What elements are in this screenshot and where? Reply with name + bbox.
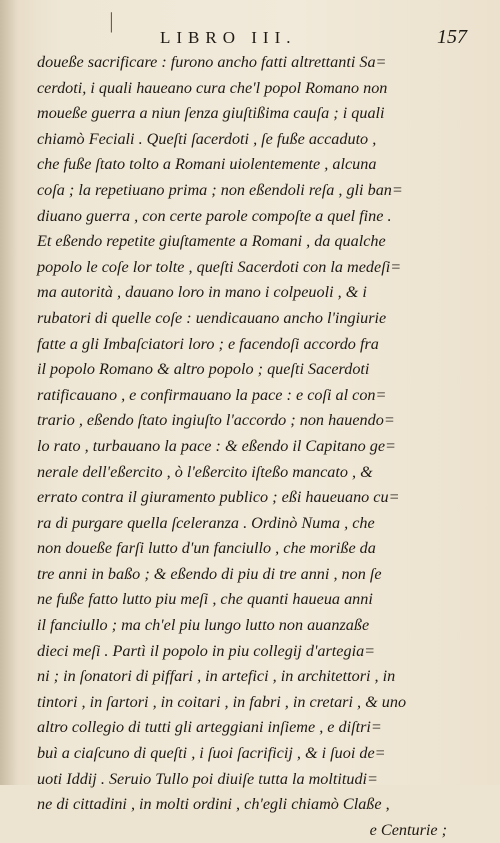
catchword-line: e Centurie ;	[369, 820, 447, 839]
text-line: lo rato , turbauano la pace : & eßendo il Capitano ge=	[37, 436, 396, 455]
text-line: Et eßendo repetite giuſtamente a Romani , da qualche	[37, 232, 386, 251]
text-line: altro collegio di tutti gli arteggiani inſieme , e diſtri=	[37, 718, 382, 737]
text-line: ni ; in ſonatori di piffari , in artefici , in architettori , in	[37, 667, 396, 686]
text-line: coſa ; la repetiuano prima ; non eßendoli reſa , gli ban=	[37, 180, 403, 199]
text-line: non doueße farſi lutto d'un fanciullo , che moriße da	[37, 539, 376, 558]
text-line: buì a ciaſcuno di queſti , i ſuoi ſacrificij , & i ſuoi de=	[37, 744, 386, 763]
text-line: che fuße ſtato tolto a Romani uiolentemente , alcuna	[37, 155, 377, 174]
text-line: il fanciullo ; ma ch'el piu lungo lutto non auanzaße	[37, 616, 370, 635]
running-head: LIBRO III.	[160, 28, 297, 47]
text-line: tre anni in baßo ; & eßendo di piu di tre anni , non ſe	[37, 564, 382, 583]
text-line: doueße sacrificare : furono ancho fatti altrettanti Sa=	[37, 53, 387, 71]
text-line: cerdoti, i quali haueano cura che'l popol Romano non	[37, 78, 388, 97]
text-line: chiamò Feciali . Queſti ſacerdoti , ſe fuße accaduto ,	[37, 129, 377, 148]
text-line: dieci meſi . Partì il popolo in piu collegij d'artegia=	[37, 641, 376, 660]
text-line: ra di purgare quella ſceleranza . Ordinò Numa , che	[37, 513, 375, 532]
text-line: ne di cittadini , in molti ordini , ch'egli chiamò Claße ,	[37, 795, 390, 814]
text-line: moueße guerra a niun ſenza giuſtißima cauſa ; i quali	[37, 104, 385, 123]
text-line: il popolo Romano & altro popolo ; queſti Sacerdoti	[37, 360, 370, 379]
text-line: rubatori di quelle coſe : uendicauano ancho l'ingiurie	[37, 308, 387, 327]
page-mark: |	[108, 8, 115, 33]
text-line: nerale dell'eßercito , ò l'eßercito iſteßo mancato , &	[37, 462, 373, 481]
text-line: fatte a gli Imbaſciatori loro ; e facendoſi accordo fra	[37, 334, 379, 353]
text-line: ne fuße fatto lutto piu meſi , che quanti haueua anni	[37, 590, 373, 609]
body-text	[37, 50, 447, 843]
text-line: trario , eßendo ſtato ingiuſto l'accordo ; non hauendo=	[37, 411, 395, 430]
text-line: tintori , in ſartori , in coitari , in fabri , in cretari , & uno	[37, 692, 407, 711]
text-line: popolo le coſe lor tolte , queſti Sacerdoti con la medeſi=	[37, 257, 402, 276]
page-number: 157	[437, 26, 467, 48]
text-line: ratificauano , e confirmauano la pace : e coſi al con=	[37, 385, 387, 404]
text-line: ma autorità , dauano loro in mano i colpeuoli , & i	[37, 283, 367, 302]
text-line: uoti Iddij . Seruio Tullo poi diuiſe tutta la moltitudi=	[37, 769, 378, 788]
gutter-shadow	[0, 0, 18, 785]
text-line: diuano guerra , con certe parole compoſte a quel fine .	[37, 206, 392, 225]
text-line: errato contra il giuramento publico ; eßi haueuano cu=	[37, 488, 400, 507]
